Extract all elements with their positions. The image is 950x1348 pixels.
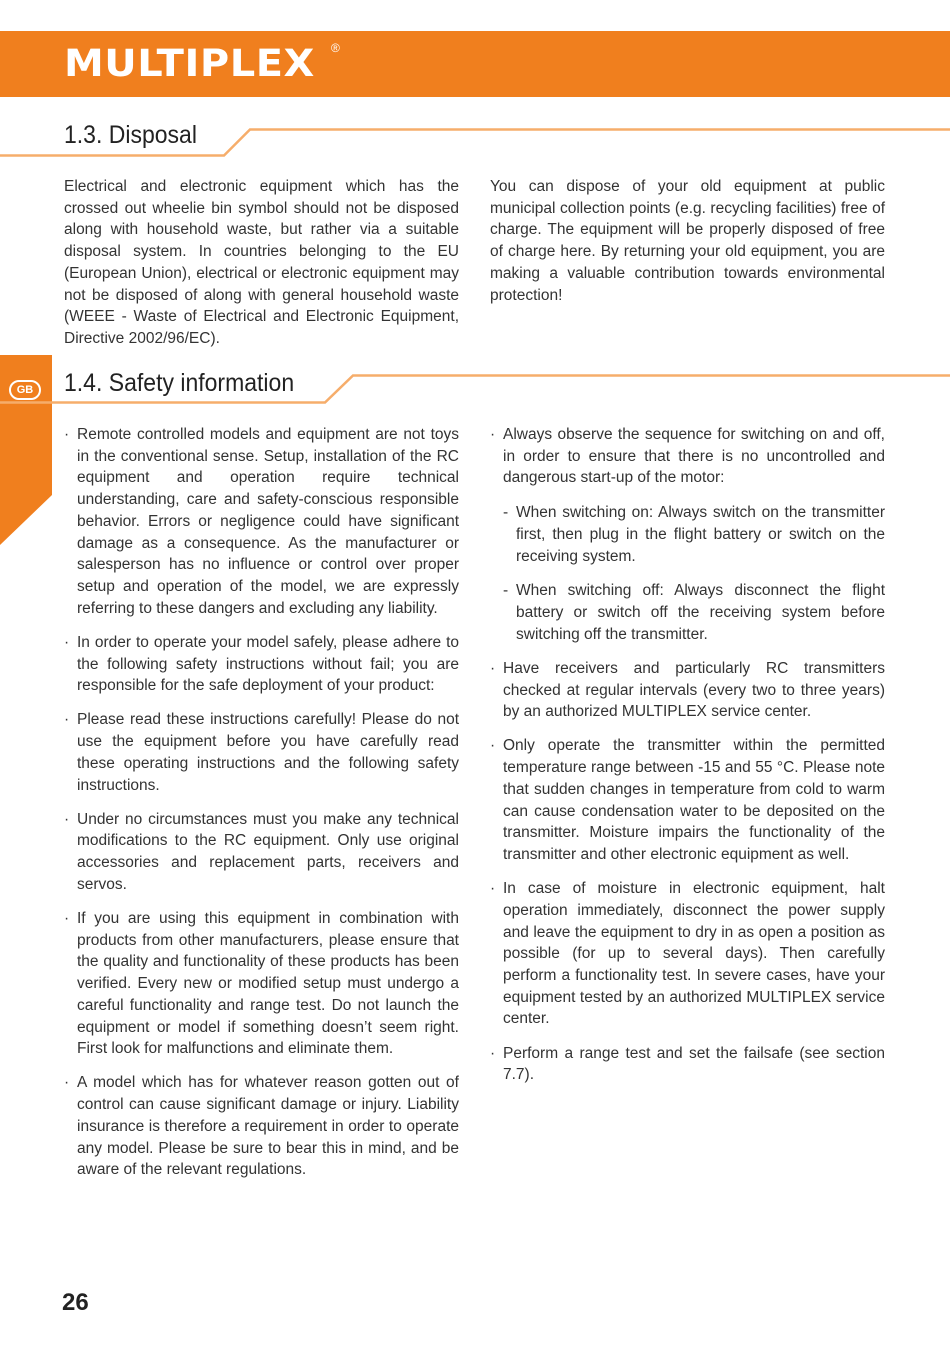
disposal-left-column bbox=[64, 176, 459, 350]
disposal-right-column bbox=[490, 176, 885, 306]
list-item: · A model which has for whatever reason gotten out of control can cause significant damage or injury. Liability insurance is therefore a requirement in order to operate any model. Please be sure to bear this in mind, and be aware of the relevant regulations. bbox=[64, 1072, 459, 1181]
language-label: GB bbox=[9, 380, 41, 400]
brand-logo: MULTIPLEX bbox=[64, 42, 315, 85]
list-item: · In order to operate your model safely, please adhere to the following safety instructions without fail; you are responsible for the safe deployment of your product: bbox=[64, 632, 459, 697]
section-title-disposal: 1.3. Disposal bbox=[64, 121, 197, 149]
disposal-left-paragraph: Electrical and electronic equipment which has the crossed out wheelie bin symbol should not be disposed along with household waste, but rather via a suitable disposal system. In countries belonging to the EU (European Union), electrical or electronic equipment may not be disposed of along with general household waste (WEEE - Waste of Electrical and Electronic Equipment, Directive 2002/96/EC). bbox=[64, 178, 459, 347]
list-item bbox=[490, 424, 885, 645]
safety-right-column bbox=[490, 424, 885, 1098]
section-rule-safety bbox=[0, 366, 950, 406]
page-number: 26 bbox=[62, 1289, 89, 1316]
sub-list-item: - When switching on: Always switch on the transmitter first, then plug in the flight battery or switch on the receiving system. bbox=[503, 502, 885, 567]
section-title-safety: 1.4. Safety information bbox=[64, 369, 295, 397]
list-item: · Only operate the transmitter within the permitted temperature range between -15 and 55 °C. Please note that sudden changes in temperature from cold to warm can cause condensation water to be deposited on the transmitter. Moisture impairs the functionality of the transmitter and other electronic equipment as well. bbox=[490, 735, 885, 865]
list-item: · Remote controlled models and equipment are not toys in the conventional sense. Setup, installation of the RC equipment and operation require technical understanding, care and safety-conscious responsible behavior. Errors or negligence could have significant damage as a consequence. As the manufacturer or salesperson has no influence or control over proper setup and operation of the model, we are expressly referring to these dangers and excluding any liability. bbox=[64, 424, 459, 619]
list-item: · Under no circumstances must you make any technical modifications to the RC equipment. Only use original accessories and replacement parts, receivers and servos. bbox=[64, 809, 459, 896]
list-item: · In case of moisture in electronic equipment, halt operation immediately, disconnect the power supply and leave the equipment to dry in as open a position as possible (for up to several days). Then carefully perform a functionality test. In severe cases, have your equipment tested by an authorized MULTIPLEX service center. bbox=[490, 878, 885, 1030]
sub-list-item: - When switching off: Always disconnect the flight battery or switch off the receiving system before switching off the transmitter. bbox=[503, 580, 885, 645]
switch-sequence-list bbox=[503, 502, 885, 645]
list-item: · Perform a range test and set the failsafe (see section 7.7). bbox=[490, 1043, 885, 1086]
disposal-right-paragraph: You can dispose of your old equipment at public municipal collection points (e.g. recycling facilities) free of charge. The equipment will be properly disposed of free of charge here. By returning your old equipment, you are making a valuable contribution towards environmental protection! bbox=[490, 178, 885, 304]
section-rule-disposal bbox=[0, 120, 950, 160]
safety-left-list bbox=[64, 424, 459, 1181]
list-item: · Have receivers and particularly RC transmitters checked at regular intervals (every two to three years) by an authorized MULTIPLEX service center. bbox=[490, 658, 885, 723]
list-item: · Please read these instructions carefully! Please do not use the equipment before you have carefully read these operating instructions and the following safety instructions. bbox=[64, 709, 459, 796]
safety-right-list bbox=[490, 424, 885, 1086]
registered-mark: ® bbox=[331, 41, 340, 55]
safety-left-column bbox=[64, 424, 459, 1194]
header-bar bbox=[0, 31, 950, 97]
switch-sequence-text: Always observe the sequence for switching on and off, in order to ensure that there is no uncontrolled and dangerous start-up of the motor: bbox=[503, 426, 885, 487]
list-item: · If you are using this equipment in combination with products from other manufacturers, please ensure that the quality and functionality of these products has been verified. Every new or modified setup must undergo a careful functionality and range test. Do not launch the equipment or model if something doesn’t seem right. First look for malfunctions and eliminate them. bbox=[64, 908, 459, 1060]
